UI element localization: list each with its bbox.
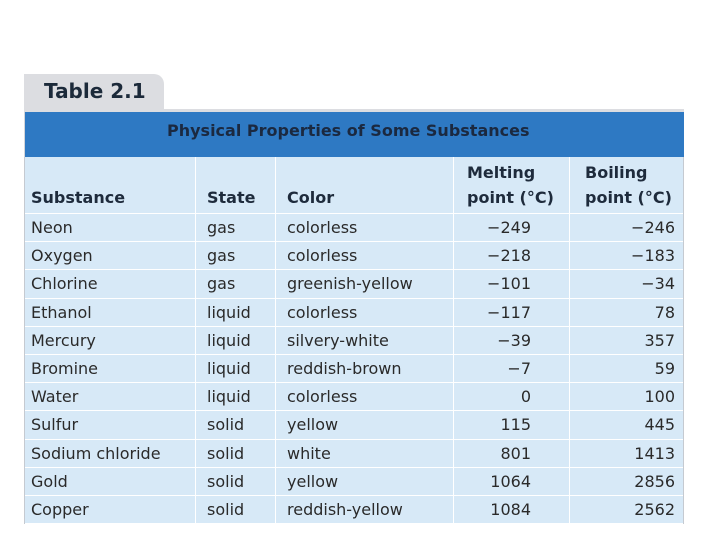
cell-melting-point: 801 bbox=[500, 443, 531, 463]
cell-state: liquid bbox=[207, 302, 251, 322]
table-row bbox=[25, 383, 683, 411]
cell-state: solid bbox=[207, 443, 245, 463]
table-row bbox=[25, 270, 683, 298]
cell-color: yellow bbox=[287, 415, 339, 435]
cell-melting-point: −39 bbox=[497, 330, 531, 350]
table-row bbox=[25, 214, 683, 242]
cell-melting-point: −218 bbox=[487, 246, 531, 266]
cell-color: greenish-yellow bbox=[287, 274, 413, 294]
cell-substance: Oxygen bbox=[31, 246, 93, 266]
header-melting-line2: point (°C) bbox=[467, 188, 554, 207]
cell-color: white bbox=[287, 443, 331, 463]
cell-boiling-point: −183 bbox=[631, 246, 675, 266]
header-substance: Substance bbox=[31, 188, 126, 207]
table-row bbox=[25, 411, 683, 439]
table-row bbox=[25, 355, 683, 383]
cell-substance: Gold bbox=[31, 471, 68, 491]
table-number-tab bbox=[24, 74, 164, 109]
cell-color: reddish-brown bbox=[287, 359, 402, 378]
table-number-label: Table 2.1 bbox=[44, 79, 146, 103]
cell-state: solid bbox=[207, 471, 245, 491]
table-row bbox=[25, 440, 683, 468]
cell-color: reddish-yellow bbox=[287, 500, 403, 519]
table-row bbox=[25, 242, 683, 270]
cell-melting-point: 1064 bbox=[490, 471, 531, 491]
table-row bbox=[25, 327, 683, 355]
cell-boiling-point: 100 bbox=[644, 387, 675, 407]
header-state: State bbox=[207, 188, 256, 207]
cell-color: colorless bbox=[287, 246, 358, 266]
row-divider bbox=[25, 523, 683, 524]
cell-state: gas bbox=[207, 274, 236, 294]
properties-table bbox=[24, 157, 684, 524]
table-row bbox=[25, 496, 683, 524]
cell-melting-point: −101 bbox=[487, 274, 531, 294]
cell-melting-point: −117 bbox=[487, 302, 531, 322]
header-boiling-line1: Boiling bbox=[585, 163, 648, 182]
cell-state: liquid bbox=[207, 387, 251, 407]
cell-substance: Chlorine bbox=[31, 274, 98, 294]
cell-color: colorless bbox=[287, 302, 358, 322]
cell-state: gas bbox=[207, 218, 236, 237]
cell-boiling-point: −246 bbox=[631, 218, 675, 237]
cell-substance: Sulfur bbox=[31, 415, 79, 435]
cell-color: silvery-white bbox=[287, 330, 389, 350]
cell-melting-point: 115 bbox=[500, 415, 531, 435]
cell-color: yellow bbox=[287, 471, 339, 491]
table-row bbox=[25, 299, 683, 327]
cell-substance: Ethanol bbox=[31, 302, 92, 322]
cell-substance: Sodium chloride bbox=[31, 443, 161, 463]
cell-melting-point: −249 bbox=[487, 218, 531, 237]
cell-color: colorless bbox=[287, 387, 358, 407]
table-title: Physical Properties of Some Substances bbox=[167, 121, 530, 140]
cell-substance: Copper bbox=[31, 500, 89, 519]
cell-boiling-point: 59 bbox=[654, 359, 675, 378]
cell-boiling-point: 2562 bbox=[634, 500, 675, 519]
cell-boiling-point: 2856 bbox=[634, 471, 675, 491]
cell-color: colorless bbox=[287, 218, 358, 237]
cell-state: solid bbox=[207, 415, 245, 435]
cell-melting-point: 1084 bbox=[490, 500, 531, 519]
cell-boiling-point: −34 bbox=[641, 274, 675, 294]
cell-boiling-point: 78 bbox=[654, 302, 675, 322]
header-melting-line1: Melting bbox=[467, 163, 536, 182]
cell-substance: Bromine bbox=[31, 359, 99, 378]
cell-boiling-point: 357 bbox=[644, 330, 675, 350]
title-band bbox=[24, 112, 684, 157]
cell-state: solid bbox=[207, 500, 245, 519]
cell-melting-point: 0 bbox=[520, 387, 531, 407]
cell-substance: Water bbox=[31, 387, 79, 407]
cell-substance: Neon bbox=[31, 218, 73, 237]
header-color: Color bbox=[287, 188, 335, 207]
cell-state: liquid bbox=[207, 359, 251, 378]
cell-substance: Mercury bbox=[31, 330, 96, 350]
cell-state: gas bbox=[207, 246, 236, 266]
cell-boiling-point: 1413 bbox=[634, 443, 675, 463]
cell-state: liquid bbox=[207, 330, 251, 350]
table-row bbox=[25, 468, 683, 496]
cell-boiling-point: 445 bbox=[644, 415, 675, 435]
cell-melting-point: −7 bbox=[507, 359, 531, 378]
header-boiling-line2: point (°C) bbox=[585, 188, 672, 207]
